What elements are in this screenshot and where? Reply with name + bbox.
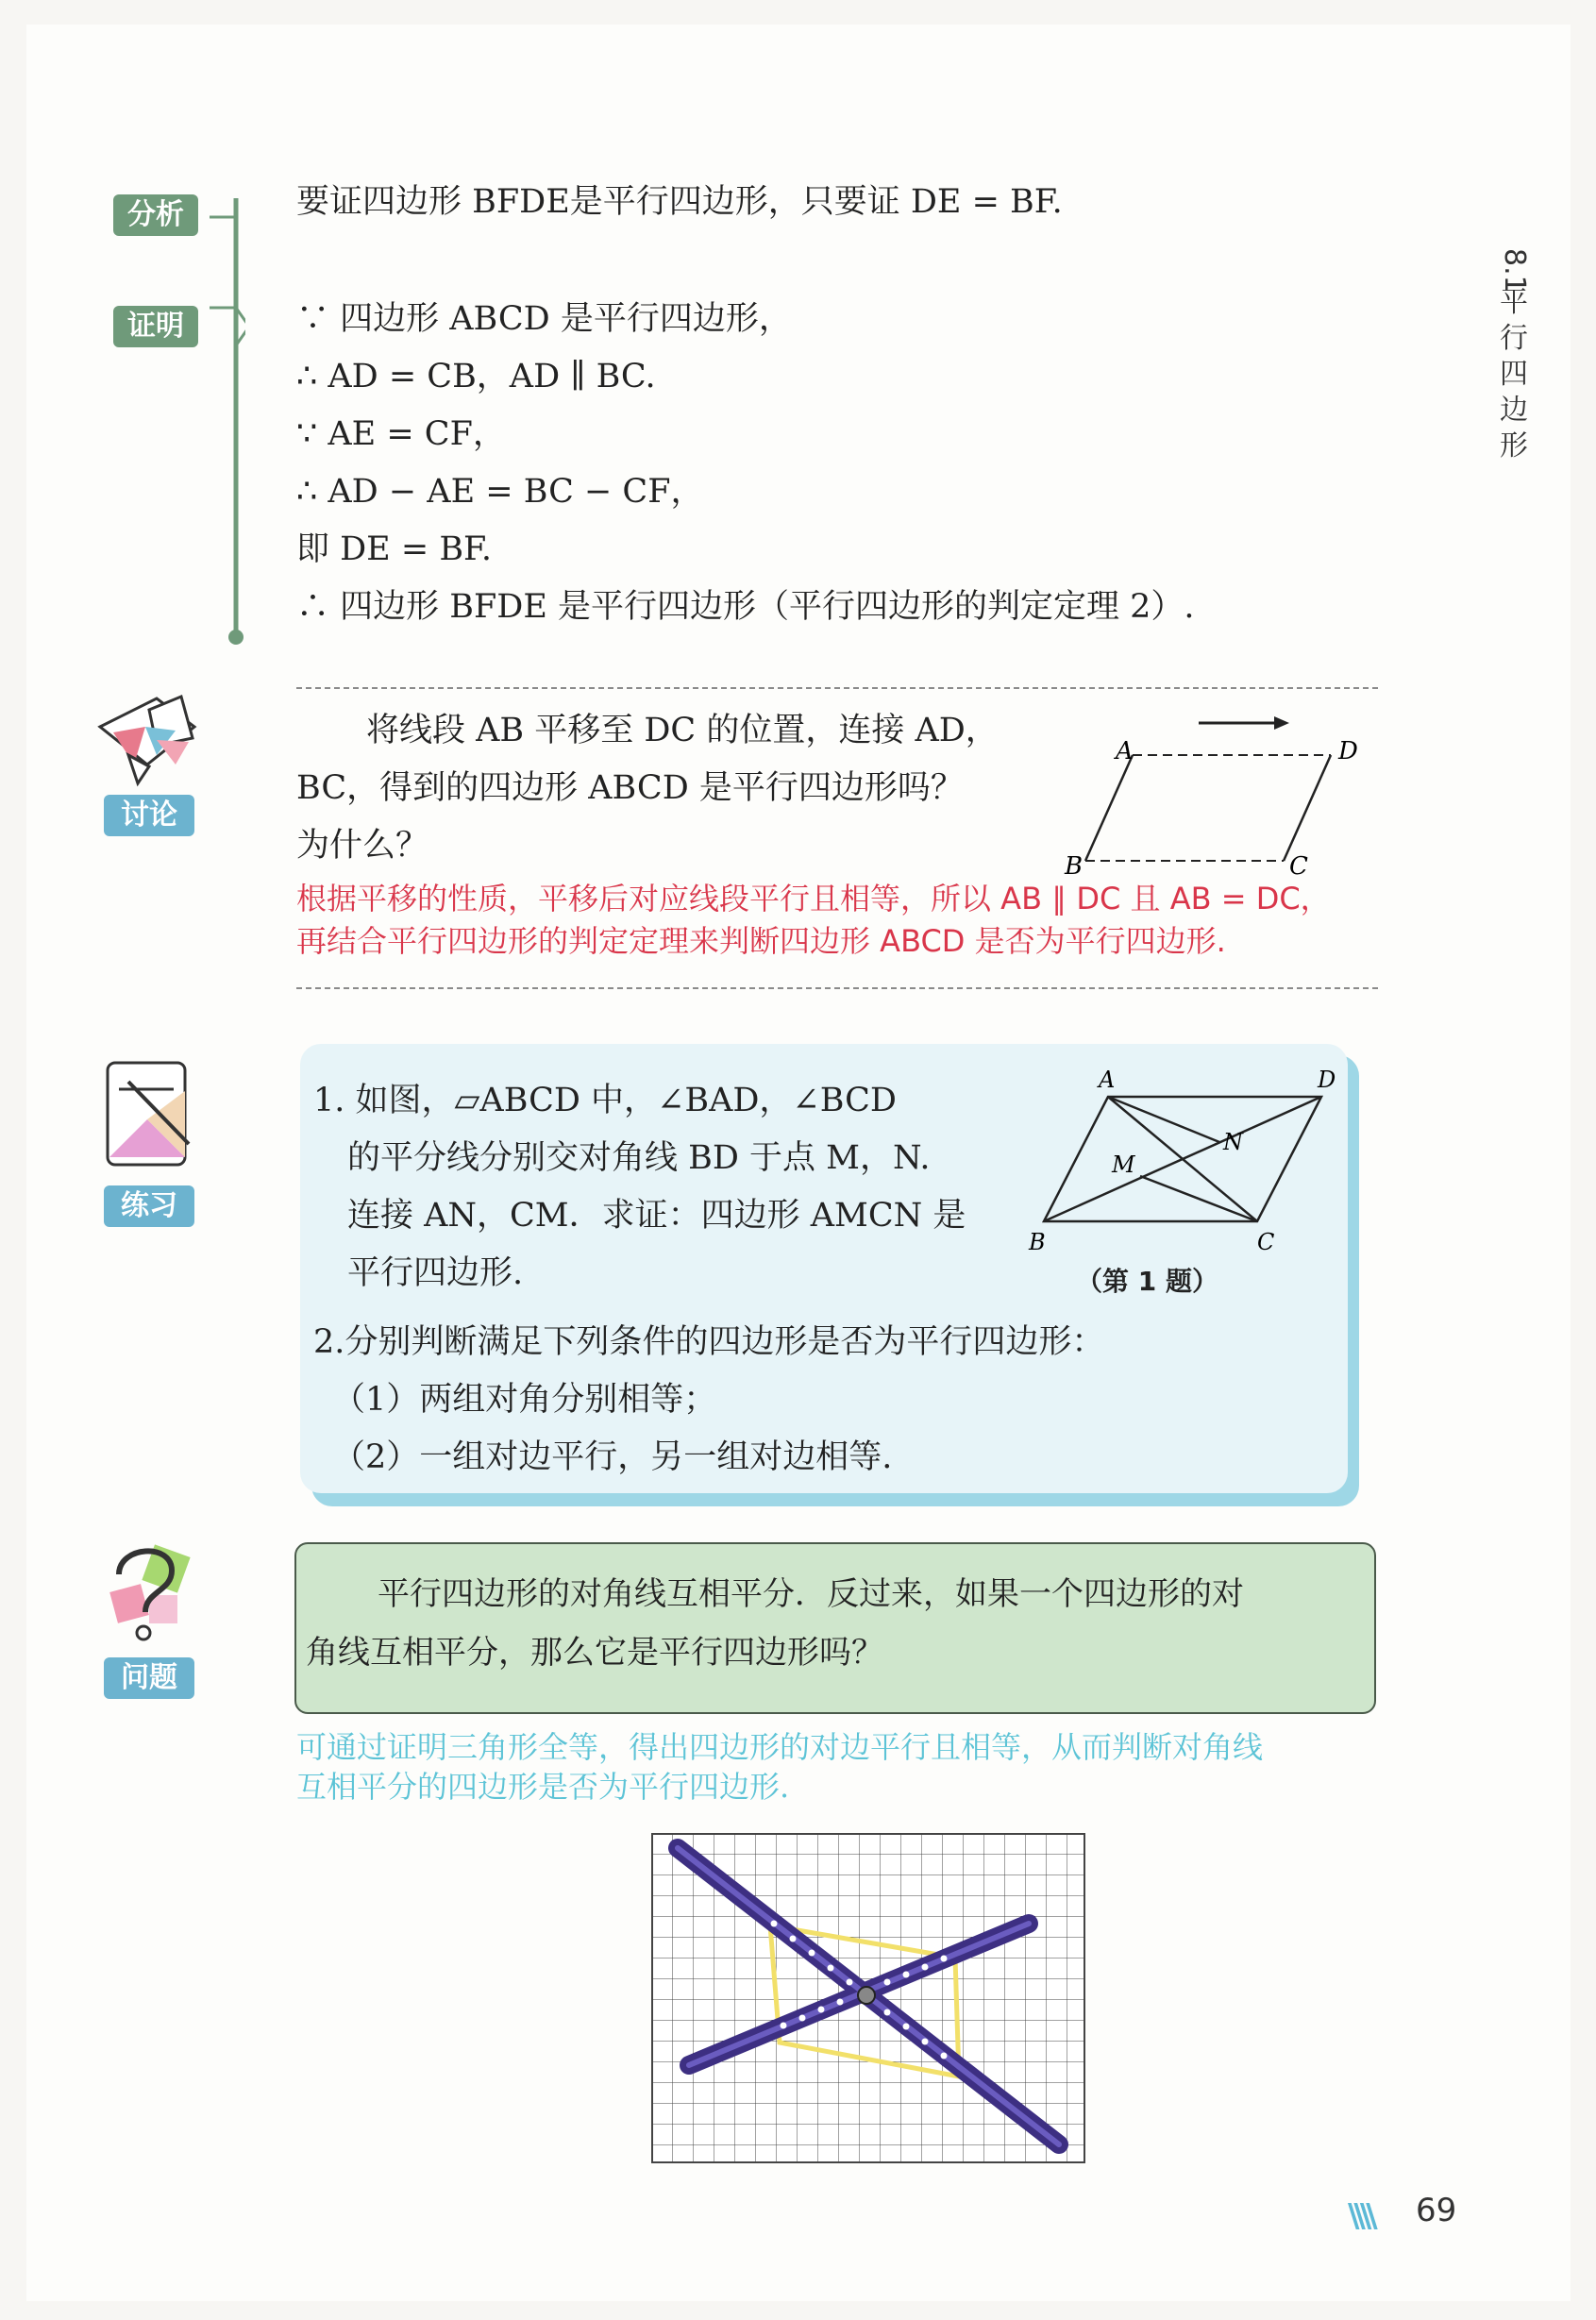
question-line: 平行四边形的对角线互相平分．反过来，如果一个四边形的对 — [378, 1575, 1244, 1613]
side-title-part: 8.1 — [1498, 248, 1531, 294]
question-box — [294, 1542, 1376, 1714]
crossed-sticks-illustration — [651, 1833, 1085, 2163]
question-line: 角线互相平分，那么它是平行四边形吗？ — [306, 1634, 883, 1672]
exercise-q1 — [313, 1072, 966, 1303]
question-answer — [296, 1727, 1263, 1807]
label-b: B — [1029, 1229, 1046, 1255]
proof-line: ∴ 四边形 BFDE 是平行四边形（平行四边形的判定定理 2）. — [296, 588, 1195, 626]
exercise-tag: 练习 — [104, 1185, 194, 1227]
exercise-q2 — [313, 1314, 1104, 1487]
chapter-side-title — [1495, 249, 1533, 464]
label-b: B — [1065, 852, 1084, 878]
proof-tag: 证明 — [113, 306, 198, 347]
exercise-icon — [91, 1053, 204, 1176]
label-d: D — [1318, 1067, 1336, 1093]
q1-line: 连接 AN，CM．求证：四边形 AMCN 是 — [347, 1197, 966, 1235]
question-tag: 问题 — [104, 1657, 194, 1699]
analysis-text: 要证四边形 BFDE是平行四边形，只要证 DE = BF. — [296, 183, 1063, 221]
parallelogram-figure — [1019, 1061, 1350, 1278]
discussion-line: 为什么？ — [296, 827, 429, 865]
question-icon — [94, 1537, 204, 1654]
answer-line: 再结合平行四边形的判定定理来判断四边形 ABCD 是否为平行四边形. — [296, 923, 1226, 959]
analysis-tag: 分析 — [113, 194, 198, 236]
side-title-part: 形 — [1500, 429, 1528, 462]
discussion-answer — [296, 878, 1331, 963]
label-d: D — [1338, 737, 1358, 765]
proof-block — [296, 291, 1195, 636]
label-c: C — [1257, 1229, 1275, 1255]
discussion-question — [296, 702, 999, 875]
proof-line: 即 DE = BF. — [296, 530, 492, 568]
q2-line: （1）两组对角分别相等； — [332, 1381, 717, 1419]
discussion-line: BC，得到的四边形 ABCD 是平行四边形吗？ — [296, 769, 964, 807]
side-title-part: 边 — [1500, 394, 1528, 427]
label-c: C — [1289, 852, 1308, 878]
label-m: M — [1112, 1152, 1135, 1178]
side-title-part: 行 — [1500, 322, 1528, 355]
translation-figure — [1057, 702, 1378, 878]
q1-line: 的平分线分别交对角线 BD 于点 M，N. — [347, 1139, 931, 1177]
side-title-part: 四 — [1500, 358, 1528, 391]
label-n: N — [1223, 1129, 1243, 1155]
page-number-decoration: \\\\ — [1348, 2197, 1372, 2235]
page-number: 69 — [1416, 2192, 1457, 2229]
figure-caption: （第 1 题） — [1076, 1266, 1218, 1297]
proof-line: ∴ AD = CB，AD ∥ BC. — [296, 358, 656, 395]
q1-line: 平行四边形. — [347, 1254, 524, 1292]
proof-line: ∴ AD − AE = BC − CF， — [296, 473, 704, 511]
q2-line: 2.分别判断满足下列条件的四边形是否为平行四边形： — [313, 1323, 1105, 1361]
proof-timeline — [104, 189, 245, 661]
divider-bottom — [296, 987, 1378, 989]
proof-line: ∵ AE = CF， — [296, 415, 506, 453]
label-a: A — [1116, 737, 1134, 765]
label-a: A — [1099, 1067, 1116, 1093]
answer-line: 互相平分的四边形是否为平行四边形. — [296, 1769, 790, 1805]
answer-line: 根据平移的性质，平移后对应线段平行且相等，所以 AB ∥ DC 且 AB = DC， — [296, 881, 1331, 916]
answer-line: 可通过证明三角形全等，得出四边形的对边平行且相等，从而判断对角线 — [296, 1729, 1264, 1765]
q1-line: 1. 如图，▱ABCD 中，∠BAD，∠BCD — [313, 1082, 897, 1119]
proof-line: ∵ 四边形 ABCD 是平行四边形， — [296, 300, 792, 338]
divider-top — [296, 687, 1378, 689]
discussion-line: 将线段 AB 平移至 DC 的位置，连接 AD， — [366, 712, 999, 749]
side-title-part: 平 — [1500, 286, 1528, 319]
discuss-tag: 讨论 — [104, 795, 194, 836]
discuss-icon — [91, 689, 204, 793]
q2-line: （2）一组对边平行，另一组对边相等. — [332, 1438, 893, 1476]
